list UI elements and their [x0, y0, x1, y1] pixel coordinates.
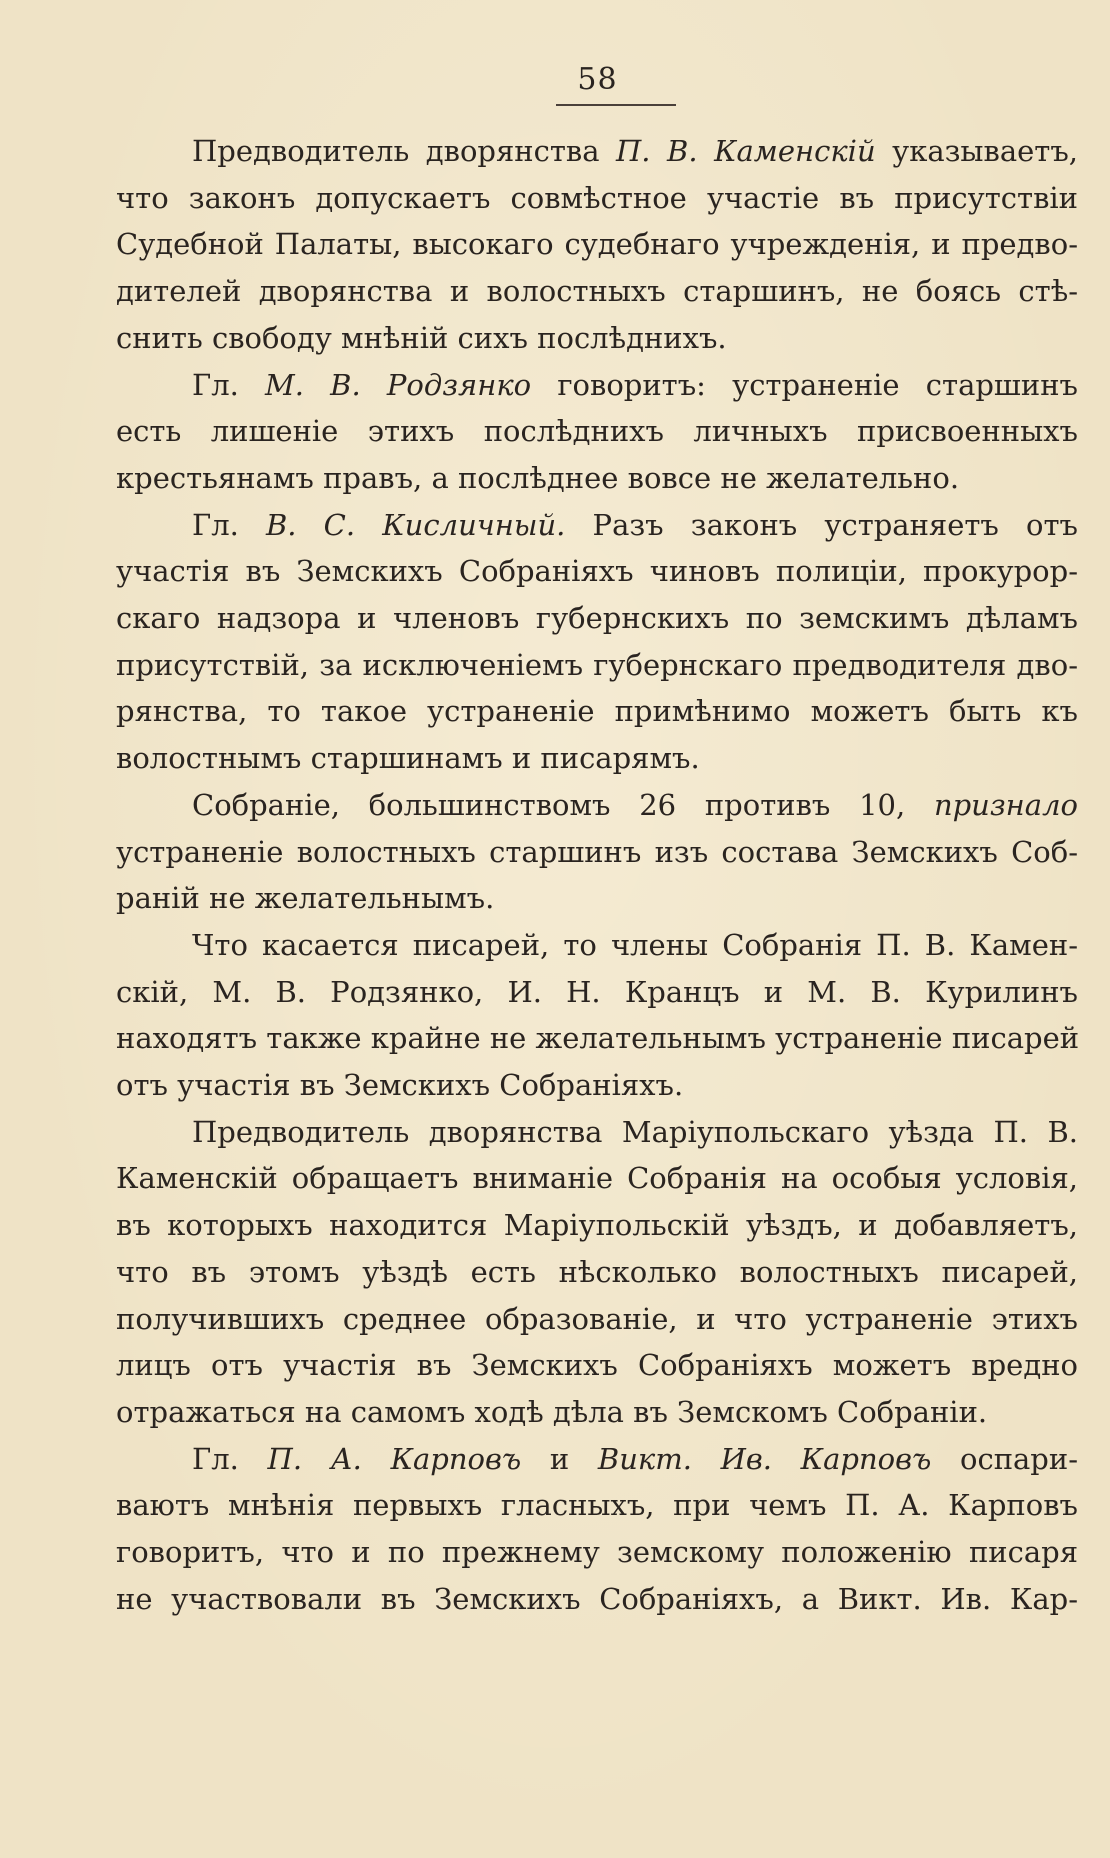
body-text — [116, 128, 1078, 1623]
text-line — [116, 1155, 1078, 1202]
paragraph — [116, 782, 1078, 922]
text-run: Предводитель дворянства Маріупольскаго уѣзда П. В. — [192, 1114, 1078, 1149]
text-run: снить свободу мнѣній сихъ послѣднихъ. — [116, 320, 727, 355]
text-run: находятъ также крайне не желательнымъ устраненіе писарей — [116, 1021, 1080, 1056]
text-run: Что касается писарей, то члены Собранія П. В. Камен- — [192, 927, 1078, 962]
italic-name: М. В. Родзянко — [265, 367, 532, 402]
text-run: ваютъ мнѣнія первыхъ гласныхъ, при чемъ П. А. Карповъ — [116, 1488, 1078, 1523]
paragraph — [116, 922, 1078, 1109]
text-run: указываетъ, — [875, 134, 1078, 168]
text-line — [116, 829, 1078, 876]
text-line — [116, 1249, 1078, 1296]
text-line — [116, 1202, 1078, 1249]
text-line — [116, 1482, 1078, 1529]
text-line — [116, 455, 1078, 502]
text-line — [116, 735, 1078, 782]
text-run: что законъ допускаетъ совмѣстное участіе въ присутствіи — [116, 180, 1078, 215]
text-run: Каменскій обращаетъ вниманіе Собранія на особыя условія, — [116, 1161, 1078, 1196]
text-run: участія въ Земскихъ Собраніяхъ чиновъ полиціи, прокурор- — [116, 554, 1078, 589]
text-line — [116, 688, 1078, 735]
text-line — [116, 1109, 1078, 1156]
text-line — [116, 969, 1078, 1016]
text-line — [116, 642, 1078, 689]
text-run: и — [521, 1441, 598, 1476]
text-run: Гл. — [192, 1441, 268, 1476]
text-run: рянства, то такое устраненіе примѣнимо можетъ быть къ — [116, 694, 1078, 729]
text-line — [116, 175, 1078, 222]
text-run: Гл. — [192, 367, 266, 402]
text-run: говоритъ, что и по прежнему земскому положенію писаря — [116, 1535, 1078, 1570]
text-run: получившихъ среднее образованіе, и что устраненіе этихъ — [116, 1301, 1078, 1336]
text-line — [116, 128, 1078, 175]
italic-name: Викт. Ив. Карповъ — [597, 1441, 932, 1476]
italic-name: В. С. Кисличный. — [266, 507, 566, 542]
text-line — [116, 1296, 1078, 1343]
text-run: Предводитель дворянства — [192, 134, 617, 168]
page-number: 58 — [577, 62, 618, 97]
text-run: въ которыхъ находится Маріупольскій уѣздъ, и добавляетъ, — [116, 1208, 1078, 1243]
text-line — [116, 268, 1078, 315]
text-run: скій, М. В. Родзянко, И. Н. Кранцъ и М. В. Курилинъ — [116, 974, 1078, 1009]
text-line — [116, 1529, 1078, 1576]
text-run: Собраніе, большинствомъ 26 противъ 10, — [192, 787, 934, 822]
text-run: говоритъ: устраненіе старшинъ — [531, 367, 1078, 402]
text-run: лицъ отъ участія въ Земскихъ Собраніяхъ можетъ вредно — [116, 1348, 1078, 1383]
text-line — [116, 922, 1078, 969]
text-line — [116, 1015, 1078, 1062]
text-line — [116, 782, 1078, 829]
text-line — [116, 595, 1078, 642]
text-line — [116, 1389, 1078, 1436]
text-run: устраненіе волостныхъ старшинъ изъ состава Земскихъ Соб- — [116, 834, 1078, 869]
italic-name: признало — [933, 787, 1078, 822]
text-run: не участвовали въ Земскихъ Собраніяхъ, а Викт. Ив. Кар- — [116, 1581, 1078, 1616]
text-run: скаго надзора и членовъ губернскихъ по земскимъ дѣламъ — [116, 601, 1078, 636]
text-run: Гл. — [192, 507, 266, 542]
italic-name: П. А. Карповъ — [267, 1441, 522, 1476]
text-line — [116, 315, 1078, 362]
text-run: дителей дворянства и волостныхъ старшинъ, не боясь стѣ- — [116, 274, 1078, 309]
text-line — [116, 1342, 1078, 1389]
text-line — [116, 221, 1078, 268]
text-run: волостнымъ старшинамъ и писарямъ. — [116, 741, 700, 776]
text-run: Судебной Палаты, высокаго судебнаго учрежденія, и предво- — [116, 227, 1078, 262]
text-run: отъ участія въ Земскихъ Собраніяхъ. — [116, 1068, 684, 1103]
text-run: есть лишеніе этихъ послѣднихъ личныхъ присвоенныхъ — [116, 414, 1078, 449]
text-line — [116, 502, 1078, 549]
text-line — [116, 1062, 1078, 1109]
paragraph — [116, 128, 1078, 362]
text-run: оспари- — [931, 1441, 1078, 1476]
text-run: отражаться на самомъ ходѣ дѣла въ Земскомъ Собраніи. — [116, 1394, 988, 1429]
text-line — [116, 1436, 1078, 1483]
paragraph — [116, 362, 1078, 502]
text-line — [116, 1576, 1078, 1623]
text-line — [116, 875, 1078, 922]
text-run: что въ этомъ уѣздѣ есть нѣсколько волостныхъ писарей, — [116, 1254, 1078, 1289]
text-run: раній не желательнымъ. — [116, 881, 495, 916]
italic-name: П. В. Каменскій — [616, 134, 876, 168]
text-line — [116, 362, 1078, 409]
paragraph — [116, 1109, 1078, 1436]
paragraph — [116, 502, 1078, 782]
text-run: присутствій, за исключеніемъ губернскаго предводителя дво- — [116, 647, 1078, 682]
text-run: крестьянамъ правъ, а послѣднее вовсе не желательно. — [116, 460, 960, 495]
text-line — [116, 548, 1078, 595]
text-line — [116, 408, 1078, 455]
paragraph — [116, 1436, 1078, 1623]
page-number-rule — [556, 104, 676, 106]
text-run: Разъ законъ устраняетъ отъ — [565, 507, 1078, 542]
